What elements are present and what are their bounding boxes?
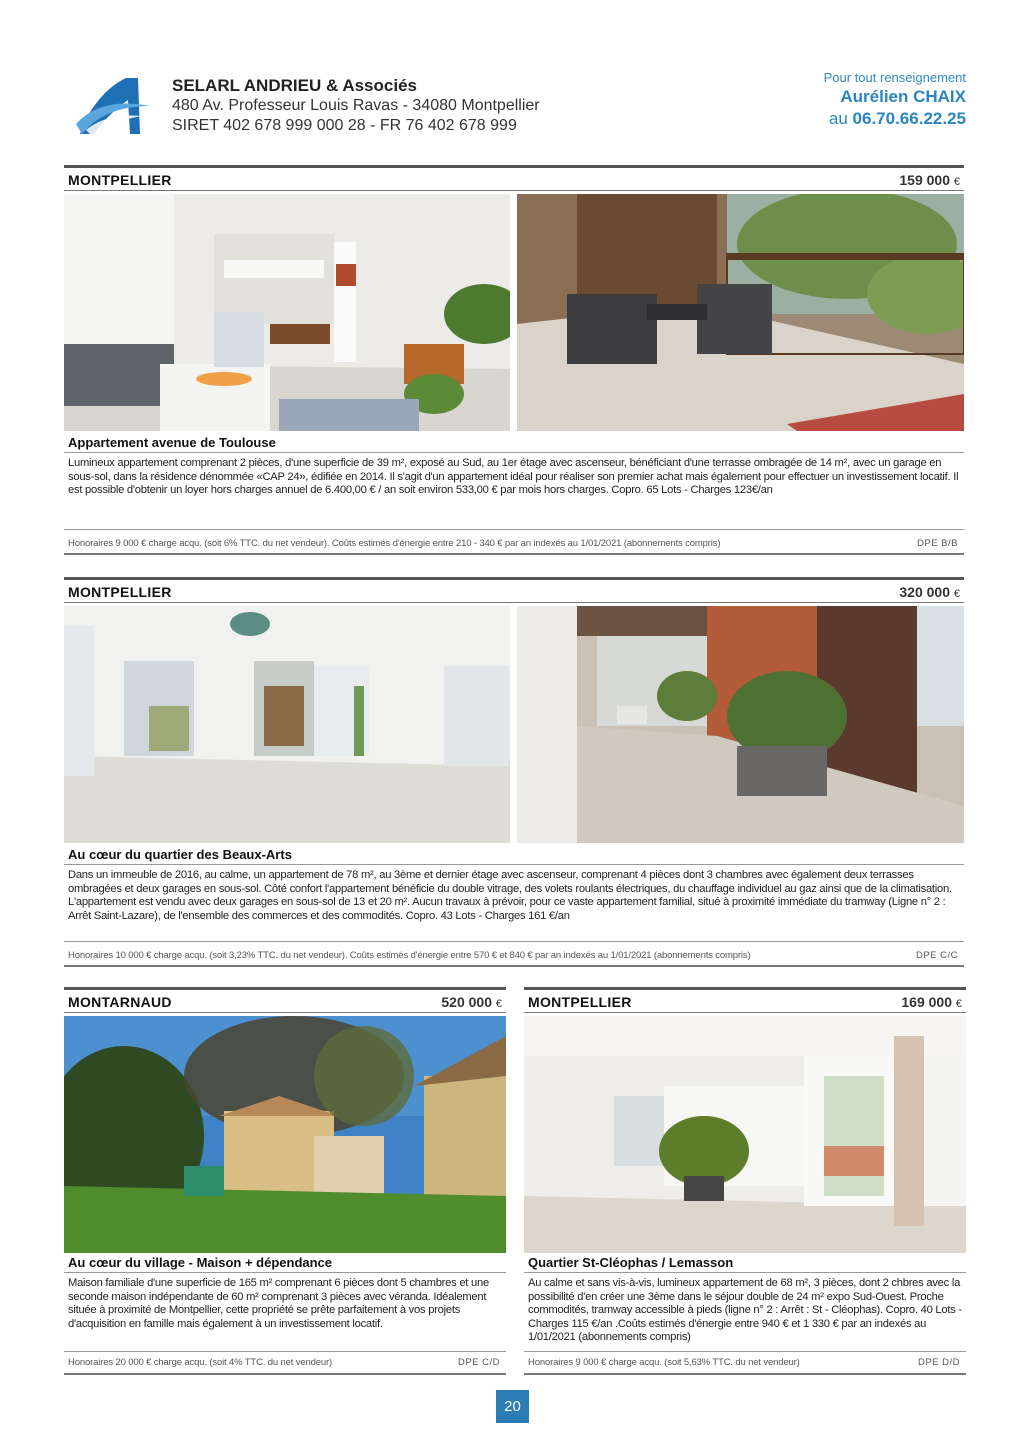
- contact-phone-prefix: au: [828, 109, 848, 128]
- contact-label: Pour tout renseignement: [823, 70, 966, 85]
- listing-dpe: DPE C/C: [915, 950, 958, 961]
- agency-siret: SIRET 402 678 999 000 28 - FR 76 402 678 999: [172, 117, 517, 134]
- listing-dpe: DPE B/B: [917, 538, 958, 549]
- listing-description: Lumineux appartement comprenant 2 pièces, d'une superficie de 39 m², exposé au Sud, au 1er étage avec ascenseur, bénéficiant d'une terrasse ombragée de 14 m², avec un garage en sous-sol, dans la résidence dénommée «CAP 24», édifiée en 2014. Il s'agit d'un appartement idéal pour réaliser son premier achat mais également pour effectuer un investissement locatif. Il est possible d'obtenir un loyer hors charges annuel de 6.400,00 € / an soit environ 533,00 € par mois hors charges. Copro. 65 Lots - Charges 123€/an: [68, 457, 959, 496]
- listing-city: MONTPELLIER: [68, 584, 172, 600]
- listing-city: MONTPELLIER: [68, 172, 172, 188]
- bright-room-photo: [524, 1016, 966, 1253]
- listing-fees: Honoraires 9 000 € charge acqu. (soit 6% TTC. du net vendeur). Coûts estimés d'énergie entre 210 - 340 € par an indexés au 1/01/2021 (abonnements compris): [68, 538, 721, 549]
- stylized-letter-a-logo: [76, 74, 150, 138]
- listing-fees: Honoraires 9 000 € charge acqu. (soit 5,63% TTC. du net vendeur): [528, 1357, 800, 1368]
- page-number: 20: [496, 1390, 529, 1423]
- agency-name: SELARL ANDRIEU & Associés: [172, 76, 417, 95]
- listing-fees: Honoraires 20 000 € charge acqu. (soit 4% TTC. du net vendeur): [68, 1357, 333, 1368]
- listing-title: Au cœur du village - Maison + dépendance: [68, 1255, 333, 1270]
- contact-phone: [824, 108, 966, 130]
- page-header: [64, 70, 966, 142]
- listing-price: 320 000 €: [899, 584, 960, 600]
- agency-info: [172, 76, 540, 136]
- listing-description: Dans un immeuble de 2016, au calme, un appartement de 78 m², au 3ème et dernier étage avec ascenseur, comprenant 4 pièces dont 3 chambres avec également deux terrasses ombragées et deux garages en sous-sol. Côté confort l'appartement bénéficie du double vitrage, des volets roulants électriques, du chauffage individuel au gaz ainsi que de la climatisation. L'appartement est vendu avec deux garages en sous-sol de 13 et 20 m². Aucun travaux à prévoir, pour ce vaste appartement familial, situé à proximité immédiate du tramway (Ligne n° 2 : Arrêt Saint-Lazare), de l'ensemble des commerces et des commodités. Copro. 43 Lots - Charges 161 €/an: [68, 869, 952, 922]
- listing-card: [64, 165, 964, 555]
- listing-card: [64, 577, 964, 967]
- terrace-photo: [517, 194, 964, 431]
- listing-description: Maison familiale d'une superficie de 165 m² comprenant 6 pièces dont 5 chambres et une seconde maison indépendante de 60 m² comprenant 3 pièces avec véranda. Idéalement située à proximité de Montpellier, cette propriété se prête parfaitement à vos projets d'acquisition en famille mais également à un investissement locatif.: [68, 1277, 489, 1330]
- listing-card: [64, 987, 506, 1377]
- listing-dpe: DPE C/D: [457, 1357, 500, 1368]
- empty-living-room-photo: [64, 606, 510, 843]
- listing-city: MONTARNAUD: [68, 994, 172, 1010]
- contact-name: Aurélien CHAIX: [840, 87, 966, 106]
- listing-price: 520 000 €: [441, 994, 502, 1010]
- contact-info: [824, 70, 966, 130]
- house-garden-photo: [64, 1016, 506, 1253]
- listing-dpe: DPE D/D: [917, 1357, 960, 1368]
- listing-card: [524, 987, 966, 1377]
- listing-description: Au calme et sans vis-à-vis, lumineux appartement de 68 m², 3 pièces, dont 2 chbres avec la possibilité d'en créer une 3ème dans le séjour double de 24 m² expo Sud-Ouest. Proche commodités, tramway accessible à pieds (ligne n° 2 : Arrêt : St - Cléophas). Copro. 40 Lots - Charges 115 €/an .Coûts estimés d'énergie entre 940 € et 1 330 € par an indexés au 1/01/2021 (abonnements compris): [528, 1277, 962, 1343]
- covered-terrace-photo: [517, 606, 964, 843]
- agency-address: 480 Av. Professeur Louis Ravas - 34080 Montpellier: [172, 97, 540, 114]
- listing-fees: Honoraires 10 000 € charge acqu. (soit 3,23% TTC. du net vendeur). Coûts estimés d'énergie entre 570 € et 840 € par an indexés au 1/01/2021 (abonnements compris): [68, 950, 751, 961]
- contact-phone-number: 06.70.66.22.25: [852, 109, 966, 128]
- listing-price: 169 000 €: [901, 994, 962, 1010]
- listing-title: Appartement avenue de Toulouse: [68, 435, 276, 450]
- listing-price: 159 000 €: [899, 172, 960, 188]
- living-room-photo: [64, 194, 510, 431]
- listing-city: MONTPELLIER: [528, 994, 632, 1010]
- listing-title: Quartier St-Cléophas / Lemasson: [528, 1255, 734, 1270]
- listing-title: Au cœur du quartier des Beaux-Arts: [68, 847, 292, 862]
